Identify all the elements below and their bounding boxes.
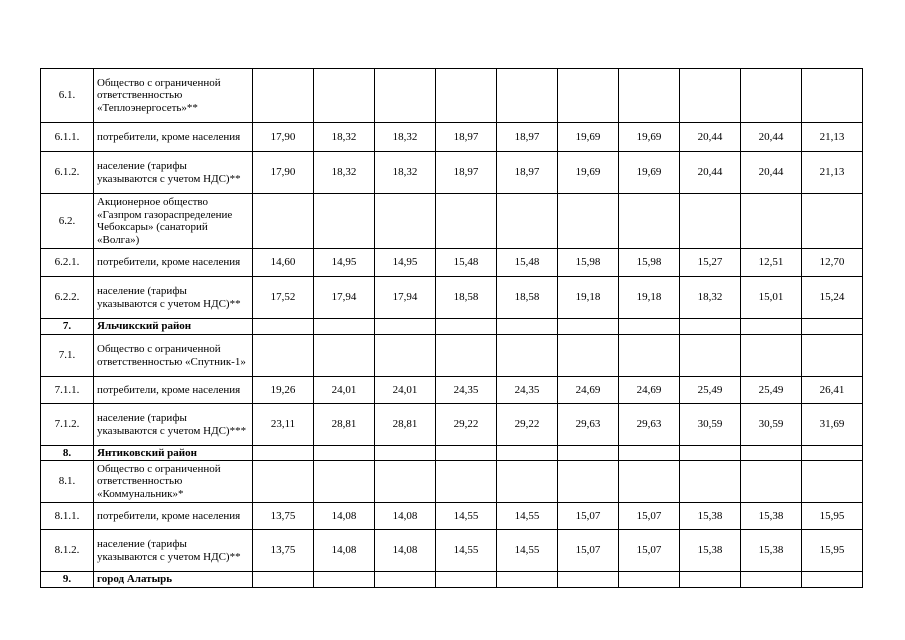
table-row (41, 335, 863, 377)
tariff-value-cell (436, 69, 497, 123)
tariff-value-cell: 12,70 (802, 249, 863, 277)
table-body (41, 69, 863, 588)
tariff-value-cell: 15,48 (436, 249, 497, 277)
tariff-value-cell: 31,69 (802, 404, 863, 446)
tariff-value-cell (497, 319, 558, 335)
tariff-value-cell (253, 572, 314, 588)
row-number: 7.1. (41, 335, 94, 377)
tariff-value-cell: 20,44 (680, 152, 741, 194)
tariff-value-cell (436, 319, 497, 335)
tariff-value-cell (802, 194, 863, 249)
row-name: город Алатырь (94, 572, 253, 588)
tariff-value-cell (802, 319, 863, 335)
tariff-value-cell: 18,97 (497, 152, 558, 194)
tariff-value-cell (741, 194, 802, 249)
tariff-value-cell: 17,90 (253, 152, 314, 194)
tariff-value-cell: 15,24 (802, 277, 863, 319)
tariff-value-cell (558, 461, 619, 503)
tariff-value-cell (680, 335, 741, 377)
table-row (41, 377, 863, 404)
tariff-value-cell: 15,98 (558, 249, 619, 277)
tariff-value-cell: 29,22 (436, 404, 497, 446)
tariff-value-cell: 14,55 (497, 530, 558, 572)
row-number: 8.1.2. (41, 530, 94, 572)
tariff-value-cell: 29,22 (497, 404, 558, 446)
tariff-value-cell (802, 461, 863, 503)
tariff-value-cell (314, 335, 375, 377)
row-name: Общество с ограниченной ответственностью «Спутник-1» (94, 335, 253, 377)
tariff-value-cell: 24,69 (558, 377, 619, 404)
tariff-value-cell (314, 319, 375, 335)
row-name: население (тарифы указываются с учетом НДС)** (94, 530, 253, 572)
row-number: 7.1.2. (41, 404, 94, 446)
tariff-value-cell (558, 194, 619, 249)
tariff-value-cell: 14,95 (314, 249, 375, 277)
table-row (41, 530, 863, 572)
row-name: население (тарифы указываются с учетом НДС)*** (94, 404, 253, 446)
row-name: потребители, кроме населения (94, 503, 253, 530)
tariff-value-cell (375, 69, 436, 123)
tariff-value-cell: 17,94 (314, 277, 375, 319)
tariff-value-cell: 14,55 (436, 530, 497, 572)
row-number: 8.1. (41, 461, 94, 503)
tariff-value-cell (619, 319, 680, 335)
row-name: потребители, кроме населения (94, 249, 253, 277)
tariff-value-cell: 19,18 (558, 277, 619, 319)
tariff-value-cell (253, 69, 314, 123)
tariff-value-cell: 13,75 (253, 530, 314, 572)
tariff-value-cell (619, 446, 680, 461)
tariff-value-cell (802, 335, 863, 377)
tariff-value-cell: 14,08 (375, 530, 436, 572)
tariff-value-cell (619, 69, 680, 123)
row-name: Общество с ограниченной ответственностью «Теплоэнергосеть»** (94, 69, 253, 123)
tariff-value-cell (680, 194, 741, 249)
tariff-value-cell: 15,07 (558, 530, 619, 572)
tariff-value-cell (558, 572, 619, 588)
tariff-value-cell: 14,08 (375, 503, 436, 530)
row-number: 8.1.1. (41, 503, 94, 530)
tariff-value-cell: 18,58 (497, 277, 558, 319)
row-number: 6.2.1. (41, 249, 94, 277)
tariff-value-cell (680, 69, 741, 123)
tariff-value-cell (497, 572, 558, 588)
tariff-value-cell (497, 446, 558, 461)
tariff-value-cell: 17,94 (375, 277, 436, 319)
tariff-value-cell (741, 446, 802, 461)
tariff-value-cell: 21,13 (802, 123, 863, 152)
tariff-value-cell: 19,69 (619, 123, 680, 152)
row-number: 6.1.2. (41, 152, 94, 194)
tariff-value-cell (802, 69, 863, 123)
tariff-value-cell (253, 335, 314, 377)
tariff-value-cell: 15,07 (619, 503, 680, 530)
tariff-value-cell: 19,18 (619, 277, 680, 319)
tariff-value-cell: 12,51 (741, 249, 802, 277)
tariff-value-cell: 25,49 (741, 377, 802, 404)
table-row (41, 249, 863, 277)
tariff-value-cell: 18,32 (375, 152, 436, 194)
tariff-value-cell (375, 461, 436, 503)
tariff-value-cell: 21,13 (802, 152, 863, 194)
tariff-value-cell (619, 335, 680, 377)
tariff-value-cell (741, 69, 802, 123)
tariff-value-cell (680, 446, 741, 461)
tariff-value-cell: 15,95 (802, 503, 863, 530)
tariff-value-cell (558, 446, 619, 461)
tariff-value-cell: 26,41 (802, 377, 863, 404)
tariff-value-cell: 14,08 (314, 530, 375, 572)
table-row (41, 319, 863, 335)
tariff-value-cell: 30,59 (680, 404, 741, 446)
table-row (41, 152, 863, 194)
tariff-value-cell (497, 194, 558, 249)
tariff-value-cell (558, 319, 619, 335)
tariff-value-cell: 19,69 (558, 152, 619, 194)
tariff-value-cell (741, 461, 802, 503)
tariff-value-cell (314, 461, 375, 503)
tariff-value-cell: 24,01 (375, 377, 436, 404)
tariff-value-cell (375, 572, 436, 588)
tariff-value-cell: 18,32 (680, 277, 741, 319)
tariff-value-cell (558, 335, 619, 377)
row-number: 6.2. (41, 194, 94, 249)
tariff-value-cell: 14,08 (314, 503, 375, 530)
table-row (41, 123, 863, 152)
tariff-value-cell: 19,26 (253, 377, 314, 404)
tariff-value-cell: 17,52 (253, 277, 314, 319)
row-number: 6.1. (41, 69, 94, 123)
tariff-value-cell (375, 335, 436, 377)
table-row (41, 404, 863, 446)
tariff-value-cell: 15,38 (741, 530, 802, 572)
tariff-value-cell (436, 446, 497, 461)
row-number: 7.1.1. (41, 377, 94, 404)
tariff-value-cell: 15,07 (619, 530, 680, 572)
tariff-value-cell: 14,55 (436, 503, 497, 530)
row-name: население (тарифы указываются с учетом НДС)** (94, 152, 253, 194)
tariff-value-cell (436, 194, 497, 249)
tariff-value-cell (619, 572, 680, 588)
tariff-value-cell: 28,81 (375, 404, 436, 446)
row-number: 7. (41, 319, 94, 335)
tariff-value-cell: 18,32 (314, 123, 375, 152)
tariff-value-cell: 20,44 (741, 152, 802, 194)
row-name: население (тарифы указываются с учетом НДС)** (94, 277, 253, 319)
tariff-value-cell: 15,48 (497, 249, 558, 277)
tariff-value-cell (375, 446, 436, 461)
tariff-value-cell (802, 446, 863, 461)
tariff-value-cell: 18,58 (436, 277, 497, 319)
table-row (41, 503, 863, 530)
tariff-value-cell (680, 572, 741, 588)
tariff-value-cell: 24,35 (497, 377, 558, 404)
tariff-value-cell (497, 335, 558, 377)
tariff-value-cell: 29,63 (558, 404, 619, 446)
tariff-value-cell (314, 446, 375, 461)
tariff-value-cell: 17,90 (253, 123, 314, 152)
tariff-value-cell (436, 461, 497, 503)
tariff-value-cell: 19,69 (619, 152, 680, 194)
tariff-value-cell: 15,98 (619, 249, 680, 277)
tariff-value-cell: 30,59 (741, 404, 802, 446)
tariff-value-cell (375, 319, 436, 335)
table-row (41, 446, 863, 461)
row-name: Общество с ограниченной ответственностью «Коммунальник»* (94, 461, 253, 503)
tariff-value-cell: 14,95 (375, 249, 436, 277)
tariff-value-cell: 18,32 (375, 123, 436, 152)
tariff-value-cell: 15,95 (802, 530, 863, 572)
tariff-value-cell: 20,44 (680, 123, 741, 152)
table-row (41, 572, 863, 588)
row-name: Акционерное общество «Газпром газораспределение Чебоксары» (санаторий «Волга») (94, 194, 253, 249)
tariff-value-cell (314, 69, 375, 123)
tariff-value-cell: 18,97 (436, 152, 497, 194)
tariff-value-cell: 13,75 (253, 503, 314, 530)
tariff-value-cell (741, 335, 802, 377)
tariff-value-cell (375, 194, 436, 249)
row-number: 6.1.1. (41, 123, 94, 152)
tariff-value-cell (558, 69, 619, 123)
tariff-value-cell (802, 572, 863, 588)
tariff-table (40, 68, 863, 588)
tariff-value-cell: 28,81 (314, 404, 375, 446)
tariff-value-cell (680, 319, 741, 335)
tariff-value-cell (253, 461, 314, 503)
tariff-value-cell: 14,55 (497, 503, 558, 530)
row-number: 8. (41, 446, 94, 461)
tariff-value-cell: 15,38 (741, 503, 802, 530)
tariff-value-cell (497, 461, 558, 503)
tariff-value-cell: 24,01 (314, 377, 375, 404)
tariff-value-cell (314, 194, 375, 249)
tariff-value-cell (253, 446, 314, 461)
row-name: Яльчикский район (94, 319, 253, 335)
tariff-value-cell: 19,69 (558, 123, 619, 152)
tariff-value-cell (436, 335, 497, 377)
tariff-value-cell: 20,44 (741, 123, 802, 152)
row-name: потребители, кроме населения (94, 123, 253, 152)
tariff-value-cell: 23,11 (253, 404, 314, 446)
tariff-value-cell: 15,01 (741, 277, 802, 319)
row-number: 9. (41, 572, 94, 588)
tariff-value-cell (619, 461, 680, 503)
tariff-value-cell (741, 572, 802, 588)
tariff-value-cell: 14,60 (253, 249, 314, 277)
tariff-value-cell (314, 572, 375, 588)
tariff-value-cell: 15,27 (680, 249, 741, 277)
tariff-value-cell: 15,38 (680, 503, 741, 530)
row-name: потребители, кроме населения (94, 377, 253, 404)
tariff-value-cell (497, 69, 558, 123)
tariff-value-cell (741, 319, 802, 335)
tariff-value-cell (680, 461, 741, 503)
table-row (41, 461, 863, 503)
tariff-value-cell: 29,63 (619, 404, 680, 446)
tariff-value-cell (619, 194, 680, 249)
table-row (41, 277, 863, 319)
tariff-value-cell: 15,38 (680, 530, 741, 572)
row-number: 6.2.2. (41, 277, 94, 319)
row-name: Янтиковский район (94, 446, 253, 461)
tariff-value-cell: 18,32 (314, 152, 375, 194)
tariff-value-cell: 25,49 (680, 377, 741, 404)
tariff-value-cell: 18,97 (497, 123, 558, 152)
table-row (41, 69, 863, 123)
tariff-value-cell (253, 194, 314, 249)
tariff-value-cell (253, 319, 314, 335)
tariff-value-cell: 24,35 (436, 377, 497, 404)
tariff-value-cell (436, 572, 497, 588)
tariff-value-cell: 18,97 (436, 123, 497, 152)
tariff-value-cell: 24,69 (619, 377, 680, 404)
table-row (41, 194, 863, 249)
tariff-value-cell: 15,07 (558, 503, 619, 530)
